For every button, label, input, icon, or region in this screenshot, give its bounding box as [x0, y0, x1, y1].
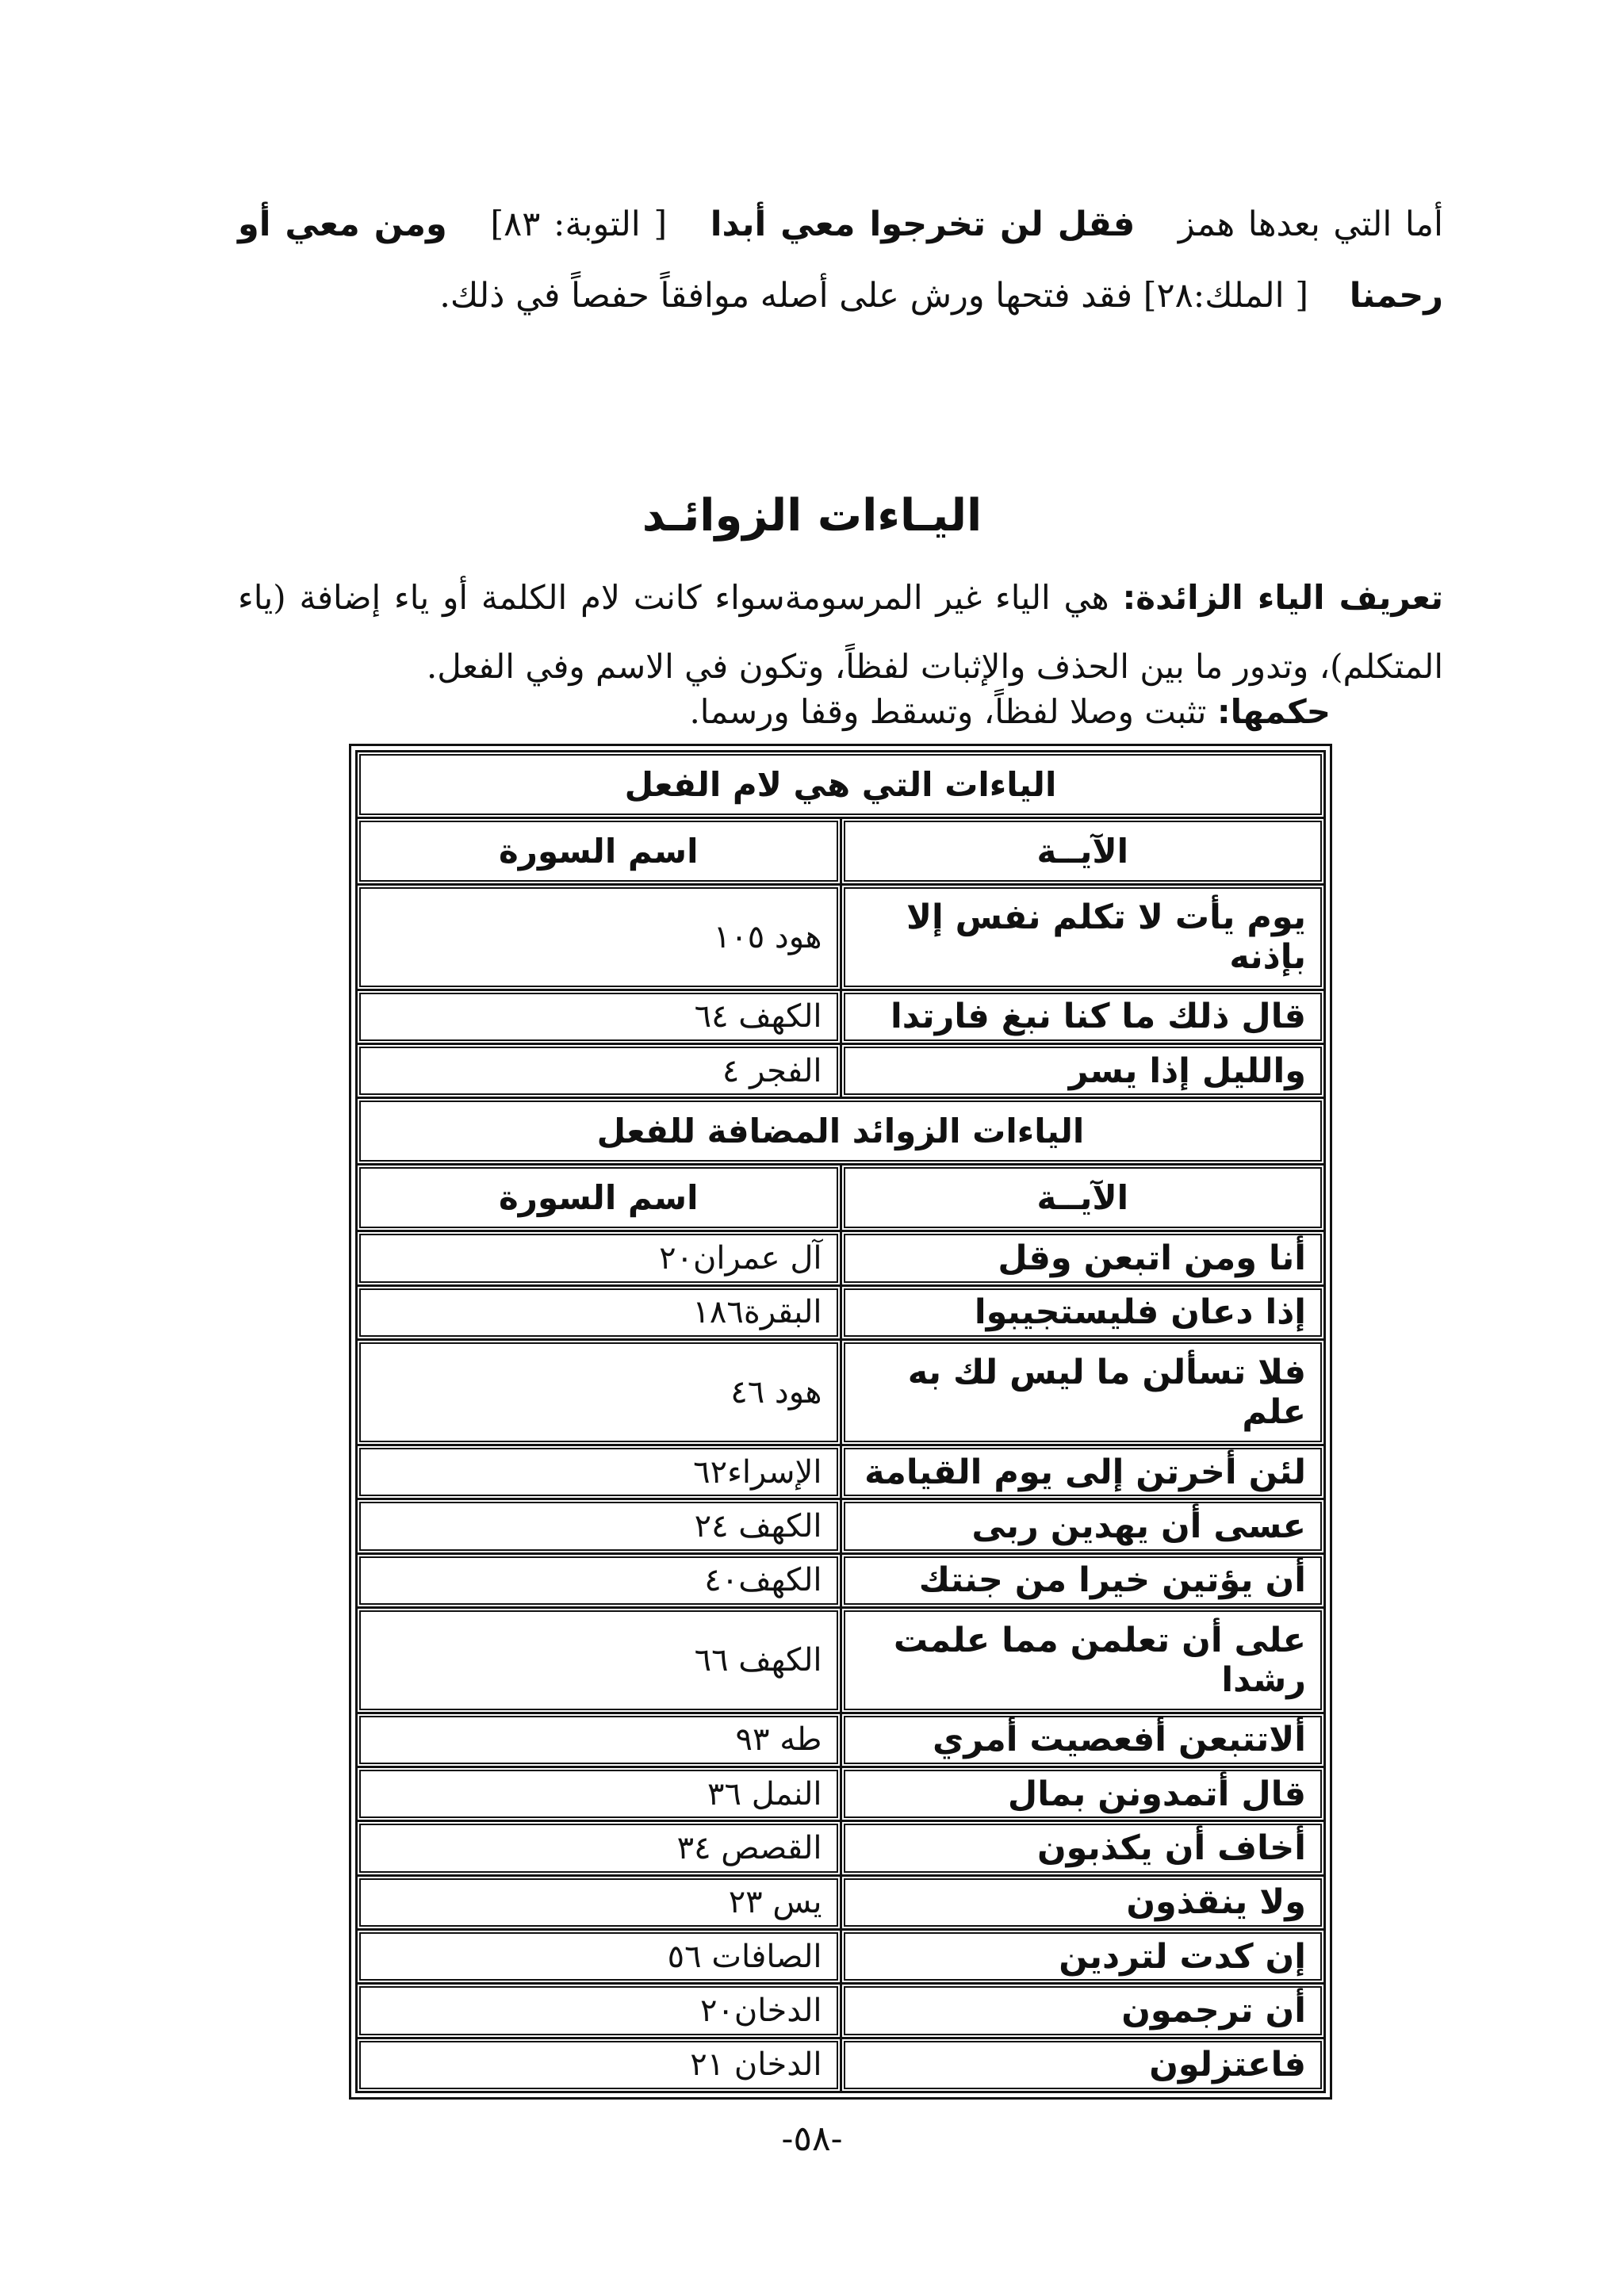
ayah-cell: عسى أن يهدين ربى	[841, 1499, 1325, 1553]
ayah-cell: والليل إذا يسر	[841, 1044, 1325, 1098]
section-title: اليـاءات الزوائـد	[642, 490, 982, 542]
intro-text: [ الملك:٢٨] فقد فتحها ورش على أصله موافقاً حفصاً في ذلك.	[439, 276, 1309, 316]
definition-label: تعريف الياء الزائدة:	[1122, 578, 1443, 617]
ayah-cell: لئن أخرتن إلى يوم القيامة	[841, 1445, 1325, 1499]
table-row	[357, 1231, 1325, 1285]
ayah-cell: ألاتتبعن أفعصيت أمري	[841, 1713, 1325, 1767]
ayah-cell: قال ذلك ما كنا نبغ فارتدا	[841, 990, 1325, 1043]
table-row	[357, 1445, 1325, 1499]
surah-cell: الكهف ٢٤	[357, 1499, 841, 1553]
ayah-cell: ولا ينقذون	[841, 1875, 1325, 1929]
ayah-cell: على أن تعلمن مما علمت رشدا	[841, 1607, 1325, 1713]
surah-cell: هود ١٠٥	[357, 885, 841, 990]
intro-text: أما التي بعدها همز	[1178, 205, 1443, 244]
surah-cell: النمل ٣٦	[357, 1767, 841, 1820]
ayah-cell: أخاف أن يكذبون	[841, 1821, 1325, 1875]
definition-paragraph	[238, 563, 1443, 701]
intro-paragraph	[238, 189, 1443, 331]
quran-reference: [ التوبة: ٨٣]	[490, 205, 668, 244]
ayah-cell: أن يؤتين خيرا من جنتك	[841, 1553, 1325, 1607]
surah-cell: يس ٢٣	[357, 1875, 841, 1929]
surah-cell: طه ٩٣	[357, 1713, 841, 1767]
ayah-cell: قال أتمدونن بمال	[841, 1767, 1325, 1820]
page-number: -٥٨-	[781, 2119, 843, 2159]
table-row	[357, 2038, 1325, 2092]
ayah-cell: إن كدت لتردين	[841, 1929, 1325, 1983]
table-row	[357, 1553, 1325, 1607]
table-row	[357, 1499, 1325, 1553]
column-header-ayah: الآيــة	[841, 1165, 1325, 1231]
definition-text: هي الياء غير المرسومةسواء كانت لام الكلمة أو ياء إضافة (ياء المتكلم)، وتدور ما بين الحذف والإثبات لفظاً، وتكون في الاسم وفي الفعل.	[238, 578, 1443, 686]
table-row	[357, 990, 1325, 1043]
surah-cell: الفجر ٤	[357, 1044, 841, 1098]
surah-cell: الكهف ٦٦	[357, 1607, 841, 1713]
ruling-label: حكمها:	[1216, 692, 1331, 731]
table-row	[357, 1285, 1325, 1339]
surah-cell: القصص ٣٤	[357, 1821, 841, 1875]
surah-cell: الإسراء٦٢	[357, 1445, 841, 1499]
table-row	[357, 1607, 1325, 1713]
surah-cell: الدخان٢٠	[357, 1984, 841, 2038]
ayah-cell: أنا ومن اتبعن وقل	[841, 1231, 1325, 1285]
table-row	[357, 1767, 1325, 1820]
surah-cell: البقرة١٨٦	[357, 1285, 841, 1339]
table-row	[357, 1984, 1325, 2038]
surah-cell: الدخان ٢١	[357, 2038, 841, 2092]
column-header-ayah: الآيــة	[841, 818, 1325, 885]
table-row	[357, 1875, 1325, 1929]
table-row	[357, 1044, 1325, 1098]
surah-cell: آل عمران٢٠	[357, 1231, 841, 1285]
quran-quote: فقل لن تخرجوا معي أبدا	[710, 205, 1136, 244]
table-row	[357, 1929, 1325, 1983]
ayah-cell: إذا دعان فليستجيبوا	[841, 1285, 1325, 1339]
ruling-text: تثبت وصلا لفظاً، وتسقط وقفا ورسما.	[689, 692, 1207, 731]
surah-cell: الصافات ٥٦	[357, 1929, 841, 1983]
ayah-cell: أن ترجمون	[841, 1984, 1325, 2038]
surah-cell: الكهف ٦٤	[357, 990, 841, 1043]
surah-cell: هود ٤٦	[357, 1340, 841, 1445]
ayah-cell: يوم يأت لا تكلم نفس إلا بإذنه	[841, 885, 1325, 990]
column-header-surah: اسم السورة	[357, 818, 841, 885]
ruling-paragraph	[689, 688, 1331, 736]
ayah-cell: فلا تسألن ما ليس لك به علم	[841, 1340, 1325, 1445]
ya-table	[349, 744, 1332, 2100]
column-header-surah: اسم السورة	[357, 1165, 841, 1231]
quran-quote: ومن معي أو	[238, 205, 447, 244]
table-section-title: الياءات الزوائد المضافة للفعل	[357, 1098, 1325, 1165]
surah-cell: الكهف٤٠	[357, 1553, 841, 1607]
table-row	[357, 1821, 1325, 1875]
table-row	[357, 1713, 1325, 1767]
table-row	[357, 885, 1325, 990]
ayah-cell: فاعتزلون	[841, 2038, 1325, 2092]
table-row	[357, 1340, 1325, 1445]
quran-quote: رحمنا	[1349, 276, 1443, 316]
table-section-title: الياءات التي هي لام الفعل	[357, 752, 1325, 818]
